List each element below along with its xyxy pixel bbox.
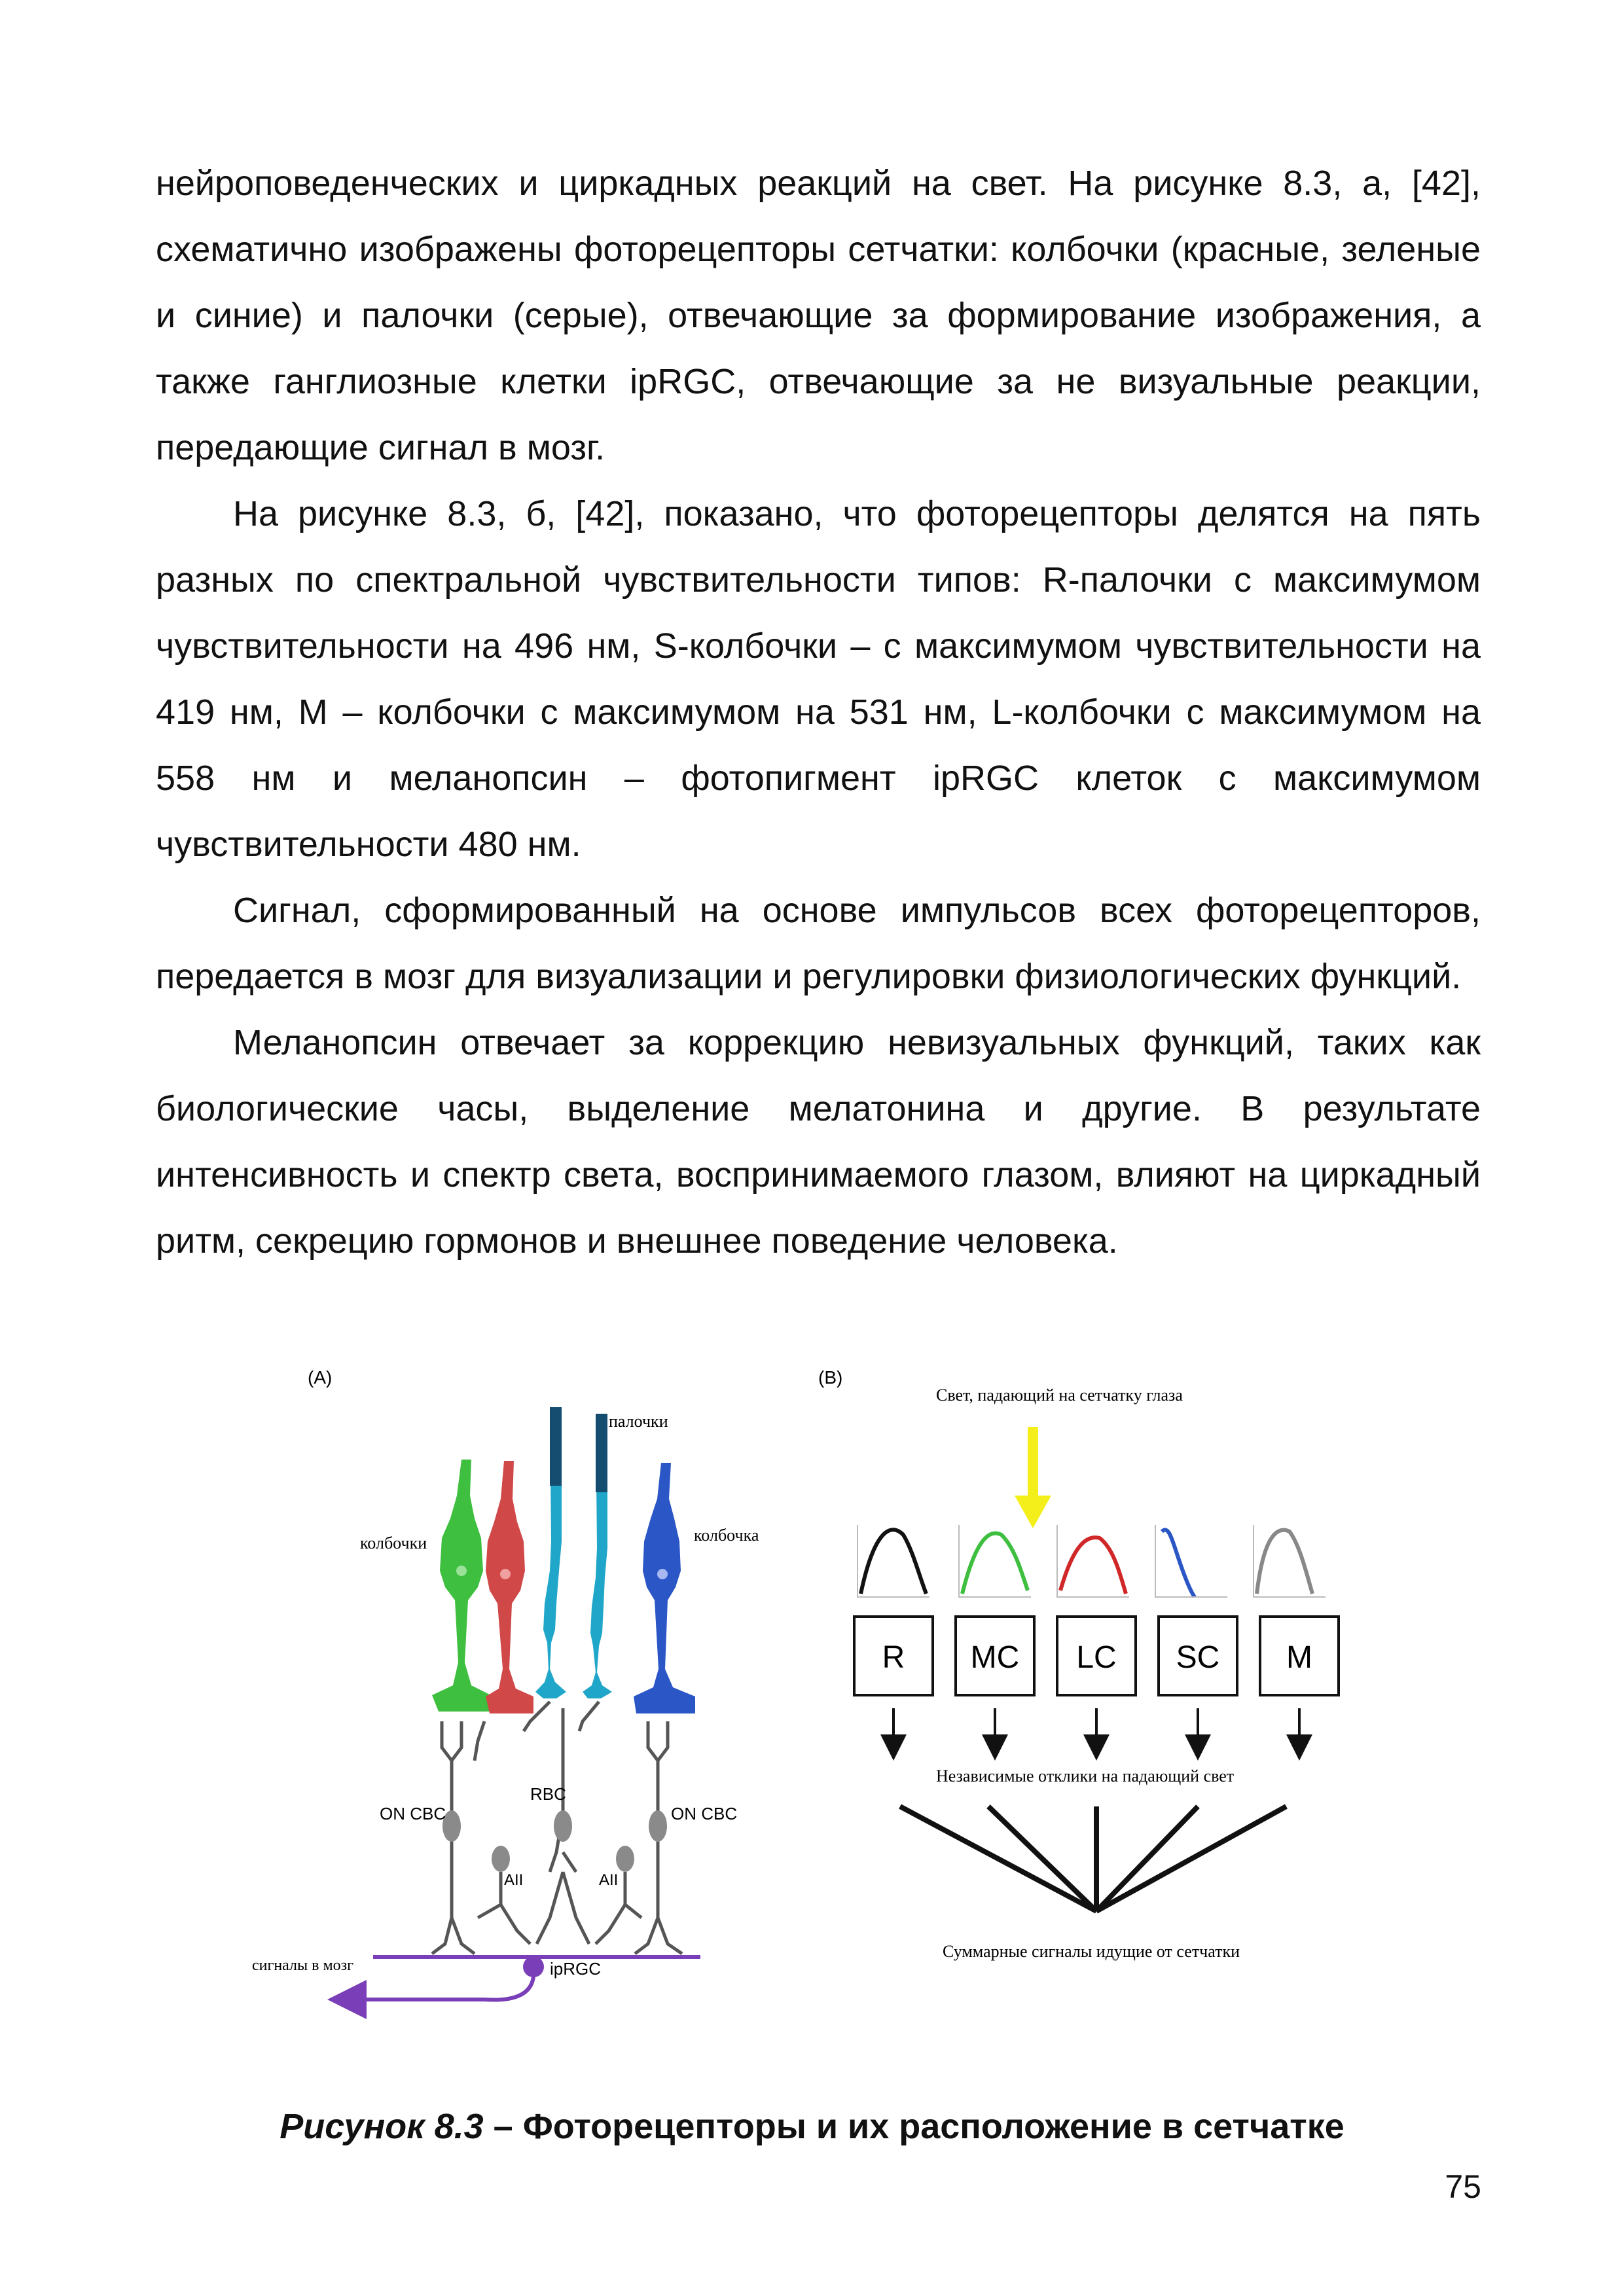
red-cone — [486, 1461, 533, 1713]
light-label: Свет, падающий на сетчатку глаза — [936, 1386, 1183, 1405]
box-lc-label: LC — [1076, 1640, 1117, 1675]
receptor-boxes — [854, 1617, 1339, 1695]
cone-label: колбочка — [694, 1526, 759, 1545]
paragraph-3: Сигнал, сформированный на основе импульсов всех фоторецепторов, передается в мозг для визуализации и регулировки физиологических функций. — [156, 891, 1481, 996]
caption-title: Фоторецепторы и их расположение в сетчатке — [522, 2107, 1344, 2146]
figure-svg — [242, 1355, 1381, 2029]
panel-b-label: (B) — [818, 1367, 843, 1388]
curve-r — [861, 1530, 926, 1594]
aii-left-soma — [492, 1846, 510, 1872]
down-arrows — [893, 1708, 1299, 1748]
panel-a-label: (A) — [308, 1367, 333, 1388]
sensitivity-curves — [861, 1530, 1312, 1597]
page-number: 75 — [1445, 2168, 1481, 2205]
figure-8-3 — [242, 1355, 1381, 2029]
rod-2 — [583, 1414, 612, 1698]
curve-lc — [1060, 1537, 1126, 1594]
box-sc-label: SC — [1176, 1640, 1220, 1675]
blue-cone — [634, 1463, 695, 1713]
curve-m — [1257, 1530, 1312, 1594]
rods-label: палочки — [609, 1412, 668, 1431]
paragraph-2: На рисунке 8.3, б, [42], показано, что фоторецепторы делятся на пять разных по спектральной чувствительности типов: R-палочки с максимумом чувствительности на 496 нм, S-колбочки – с максимумом чувствительности на 419 нм, M – колбочки с максимумом на 531 нм, L-колбочки с максимумом на 558 нм и меланопсин – фотопигмент ipRGC клеток с максимумом чувствительности 480 нм. — [156, 494, 1481, 864]
box-r-label: R — [882, 1640, 905, 1675]
curve-mc — [962, 1534, 1028, 1594]
aii-right-label: AII — [599, 1871, 619, 1889]
on-cbc-left-label: ON CBC — [380, 1804, 446, 1823]
iprgc-label: ipRGC — [550, 1959, 602, 1979]
summary-label: Суммарные сигналы идущие от сетчатки — [943, 1942, 1240, 1961]
curve-frames — [857, 1525, 1326, 1597]
cones-label: колбочки — [360, 1534, 427, 1552]
aii-right-soma — [616, 1846, 634, 1872]
curve-sc — [1162, 1530, 1195, 1597]
on-cbc-right-soma — [649, 1810, 667, 1842]
iprgc-cell — [347, 1956, 700, 2000]
converging-lines — [900, 1806, 1286, 1911]
rbc-label: RBC — [530, 1784, 566, 1804]
box-mc-label: MC — [970, 1640, 1020, 1675]
panel-a-retina-diagram — [252, 1367, 759, 2000]
figure-caption — [0, 2106, 1624, 2147]
aii-left-label: AII — [504, 1871, 524, 1889]
on-cbc-right-label: ON CBC — [671, 1804, 738, 1823]
green-cone — [432, 1460, 491, 1712]
caption-separator: – — [483, 2107, 523, 2146]
box-m-label: M — [1286, 1640, 1312, 1675]
caption-number: Рисунок 8.3 — [280, 2107, 484, 2146]
light-arrow — [1015, 1427, 1051, 1528]
rod-1 — [535, 1407, 566, 1698]
body-text — [156, 151, 1481, 1274]
paragraph-4: Меланопсин отвечает за коррекцию невизуальных функций, таких как биологические часы, выделение мелатонина и другие. В результате интенсивность и спектр света, воспринимаемого глазом, влияют на циркадный ритм, секрецию гормонов и внешнее поведение человека. — [156, 1023, 1481, 1261]
paragraph-1: нейроповеденческих и циркадных реакций на свет. На рисунке 8.3, а, [42], схематично изображены фоторецепторы сетчатки: колбочки (красные, зеленые и синие) и палочки (серые), отвечающие за формирование изображения, а также ганглиозные клетки ipRGC, отвечающие за не визуальные реакции, передающие сигнал в мозг. — [156, 164, 1481, 467]
panel-b-response-diagram — [818, 1367, 1339, 1961]
signals-label: сигналы в мозг — [252, 1957, 353, 1974]
rbc-soma — [554, 1810, 572, 1842]
independent-label: Независимые отклики на падающий свет — [936, 1767, 1235, 1785]
